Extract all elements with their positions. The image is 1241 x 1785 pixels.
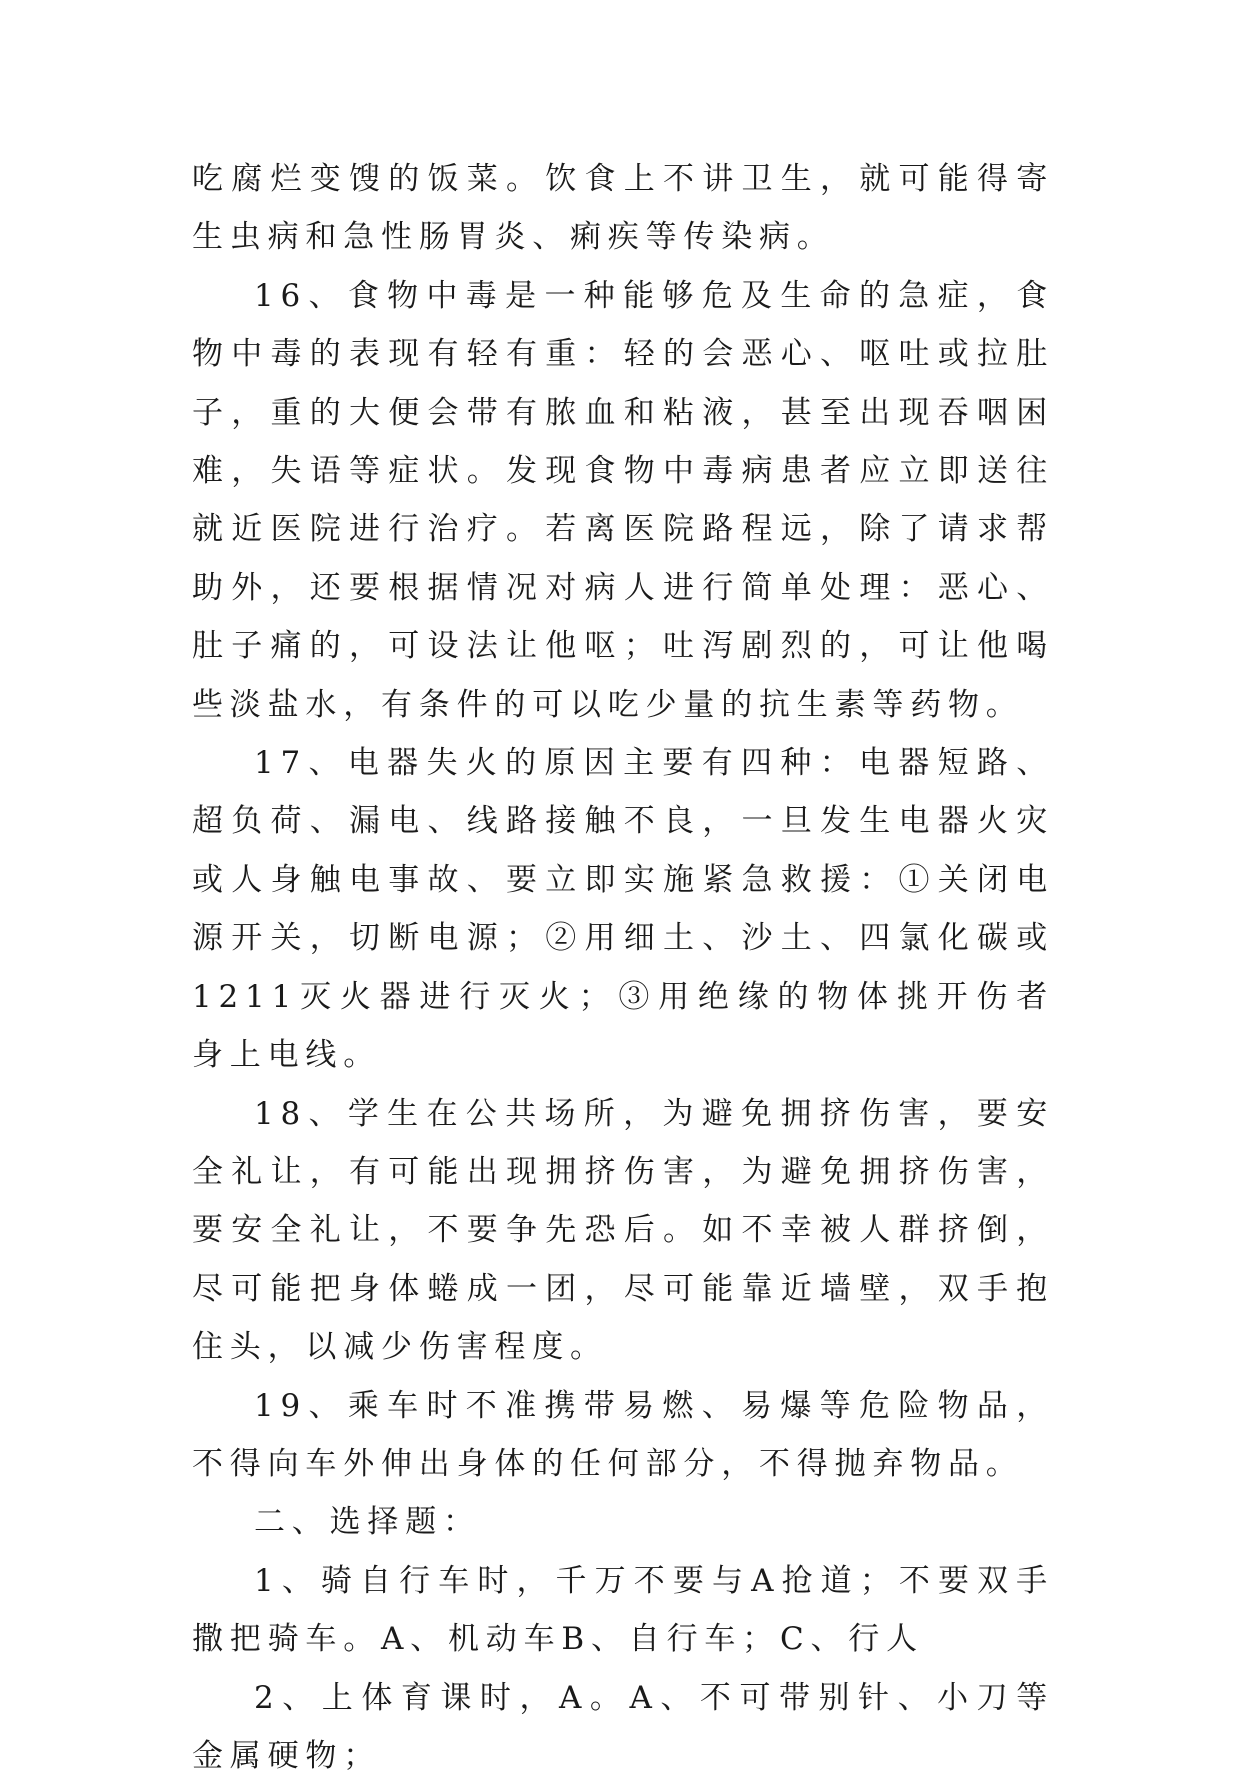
question-1: 1、骑自行车时，千万不要与A抢道；不要双手撒把骑车。A、机动车B、自行车；C、行人	[192, 1562, 1054, 1658]
paragraph-item-16: 16、食物中毒是一种能够危及生命的急症，食物中毒的表现有轻有重：轻的会恶心、呕吐或拉肚子，重的大便会带有脓血和粘液，甚至出现吞咽困难，失语等症状。发现食物中毒病患者应立即送往就近医院进行治疗。若离医院路程远，除了请求帮助外，还要根据情况对病人进行简单处理：恶心、肚子痛的，可设法让他呕；吐泻剧烈的，可让他喝些淡盐水，有条件的可以吃少量的抗生素等药物。	[192, 277, 1054, 723]
section-heading-choice-questions: 二、选择题：	[254, 1504, 481, 1541]
paragraph-item-17: 17、电器失火的原因主要有四种：电器短路、超负荷、漏电、线路接触不良，一旦发生电器火灾或人身触电事故、要立即实施紧急救援：①关闭电源开关，切断电源；②用细土、沙土、四氯化碳或1211灭火器进行灭火；③用绝缘的物体挑开伤者身上电线。	[192, 745, 1054, 1074]
paragraph-item-18: 18、学生在公共场所，为避免拥挤伤害，要安全礼让，有可能出现拥挤伤害，为避免拥挤伤害，要安全礼让，不要争先恐后。如不幸被人群挤倒，尽可能把身体蜷成一团，尽可能靠近墙壁，双手抱住头，以减少伤害程度。	[192, 1095, 1054, 1366]
paragraph-item-19: 19、乘车时不准携带易燃、易爆等危险物品，不得向车外伸出身体的任何部分，不得抛弃物品。	[192, 1387, 1054, 1482]
paragraph-continuation: 吃腐烂变馊的饭菜。饮食上不讲卫生，就可能得寄生虫病和急性肠胃炎、痢疾等传染病。	[192, 161, 1054, 256]
document-body	[192, 150, 1054, 1785]
question-2: 2、上体育课时，A。A、不可带别针、小刀等金属硬物；	[192, 1679, 1054, 1774]
